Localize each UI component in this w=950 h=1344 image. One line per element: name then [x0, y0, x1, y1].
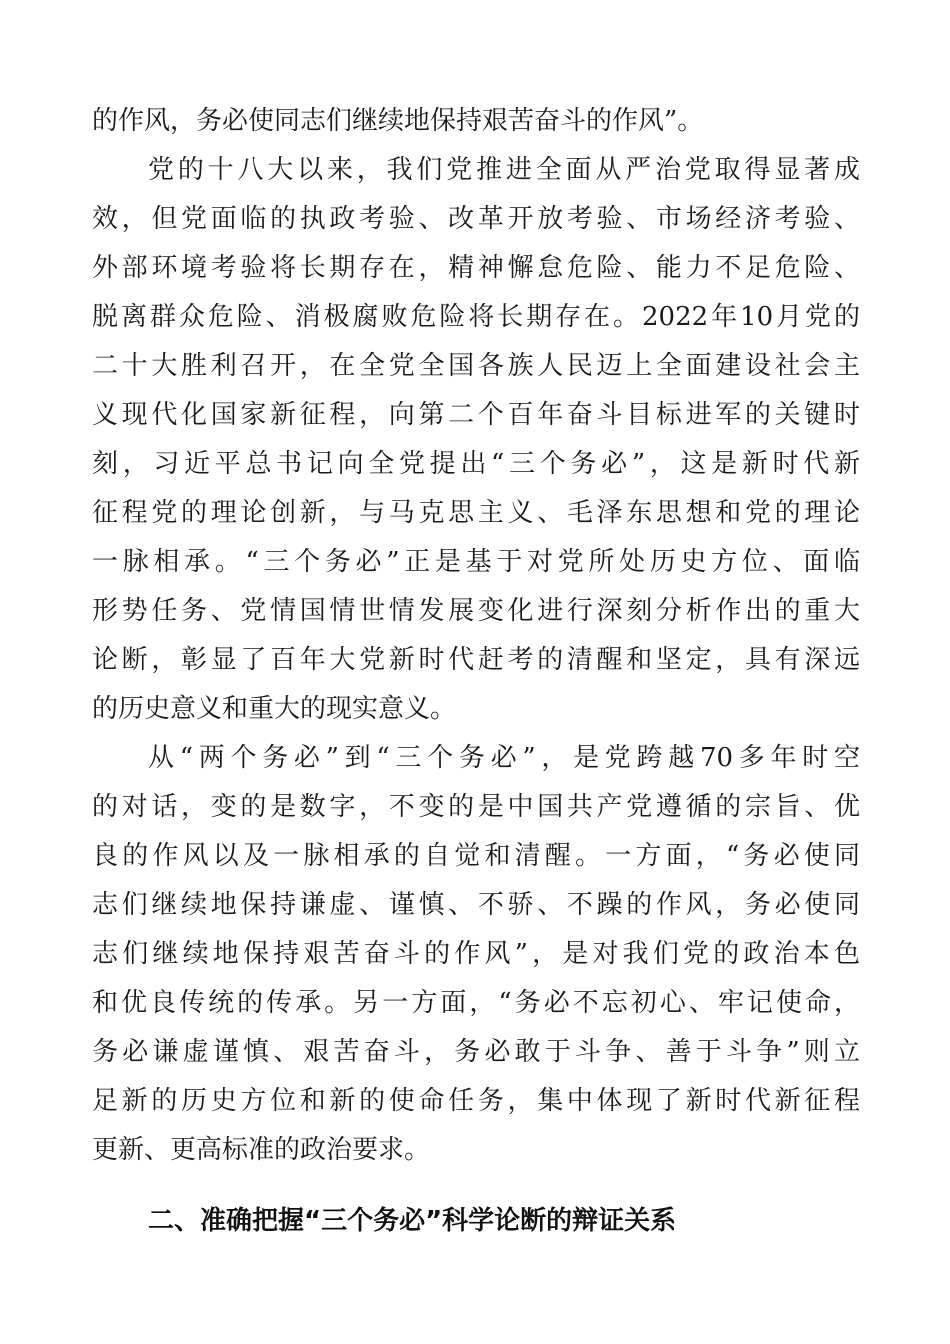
text-line: 脱离群众危险、消极腐败危险将长期存在。2022年10月党的 — [92, 302, 860, 332]
text-line: 务必谦虚谨慎、艰苦奋斗，务必敢于斗争、善于斗争”则立 — [92, 1037, 860, 1067]
text-line: 效，但党面临的执政考验、改革开放考验、市场经济考验、 — [92, 204, 860, 234]
text-line: 的对话，变的是数字，不变的是中国共产党遵循的宗旨、优 — [92, 792, 860, 822]
text-line: 更新、更高标准的政治要求。 — [92, 1135, 431, 1165]
paragraph-continuation — [92, 97, 860, 146]
text-line: 刻，习近平总书记向全党提出“三个务必”，这是新时代新 — [92, 449, 860, 479]
text-line: 外部环境考验将长期存在，精神懈怠危险、能力不足危险、 — [92, 253, 860, 283]
section-heading: 二、准确把握“三个务必”科学论断的辩证关系 — [148, 1206, 677, 1236]
document-page — [92, 97, 860, 1246]
text-line: 义现代化国家新征程，向第二个百年奋斗目标进军的关键时 — [92, 400, 860, 430]
text-line: 和优良传统的传承。另一方面，“务必不忘初心、牢记使命， — [92, 988, 860, 1018]
text-line: 志们继续地保持谦虚、谨慎、不骄、不躁的作风，务必使同 — [92, 890, 860, 920]
text-line: 良的作风以及一脉相承的自觉和清醒。一方面，“务必使同 — [92, 841, 860, 871]
paragraph-party-eighteenth-congress — [92, 146, 860, 734]
text-line: 征程党的理论创新，与马克思主义、毛泽东思想和党的理论 — [92, 498, 860, 528]
text-line: 从“两个务必”到“三个务必”，是党跨越70多年时空 — [148, 743, 860, 773]
text-line: 党的十八大以来，我们党推进全面从严治党取得显著成 — [148, 155, 860, 185]
text-line: 足新的历史方位和新的使命任务，集中体现了新时代新征程 — [92, 1086, 860, 1116]
text-line: 二十大胜利召开，在全党全国各族人民迈上全面建设社会主 — [92, 351, 860, 381]
text-line: 形势任务、党情国情世情发展变化进行深刻分析作出的重大 — [92, 596, 860, 626]
text-line: 的作风，务必使同志们继续地保持艰苦奋斗的作风”。 — [92, 106, 704, 136]
paragraph-two-to-three-musts — [92, 734, 860, 1175]
text-line: 一脉相承。“三个务必”正是基于对党所处历史方位、面临 — [92, 547, 860, 577]
text-line: 志们继续地保持艰苦奋斗的作风”，是对我们党的政治本色 — [92, 939, 860, 969]
text-line: 论断，彰显了百年大党新时代赶考的清醒和坚定，具有深远 — [92, 645, 860, 675]
text-line: 的历史意义和重大的现实意义。 — [92, 694, 457, 724]
